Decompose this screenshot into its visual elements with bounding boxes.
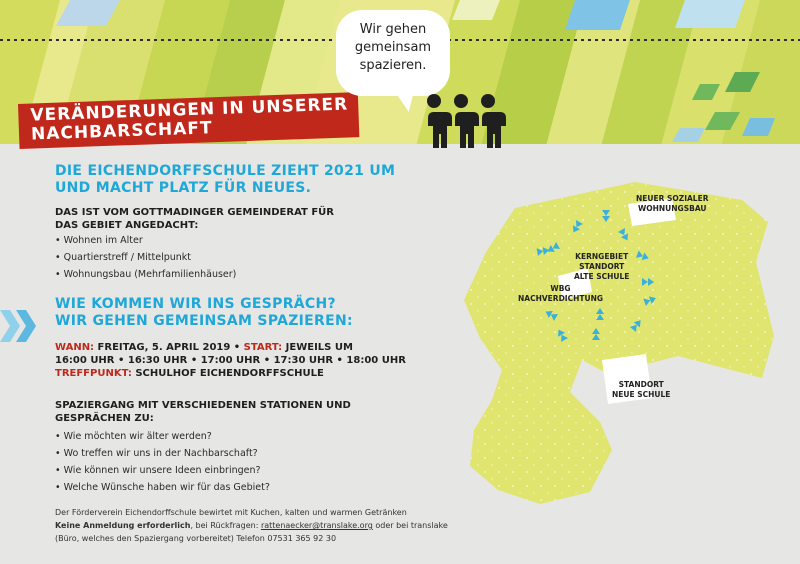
section2-heading-2: WIR GEHEN GEMEINSAM SPAZIEREN: — [55, 313, 353, 329]
section3-list — [55, 428, 270, 496]
bubble-line-2: gemeinsam — [354, 40, 432, 55]
chevron-arrow-icon — [0, 306, 40, 346]
list-item: • Wie möchten wir älter werden? — [55, 431, 212, 442]
event-details — [55, 341, 406, 380]
section1-heading-2: UND MACHT PLATZ FÜR NEUES. — [55, 180, 312, 196]
speech-bubble — [336, 10, 450, 96]
map-graphic — [440, 160, 790, 510]
wann-value: FREITAG, 5. APRIL 2019 • — [94, 342, 244, 353]
footer-contact-text: , bei Rückfragen: — [190, 521, 261, 530]
event-date-line — [55, 341, 406, 354]
map-label-social-housing: NEUER SOZIALER WOHNUNGSBAU — [636, 194, 709, 213]
bubble-line-3: spazieren. — [359, 58, 427, 73]
list-item: • Quartierstreff / Mittelpunkt — [55, 252, 192, 263]
footer-no-registration: Keine Anmeldung erforderlich — [55, 521, 191, 530]
wann-label: WANN: — [55, 342, 95, 353]
footer-line-2 — [55, 519, 448, 532]
bubble-line-1: Wir gehen — [359, 22, 427, 37]
map-label-wbg: WBG NACHVERDICHTUNG — [518, 284, 604, 303]
list-item: • Wohnungsbau (Mehrfamilienhäuser) — [55, 269, 237, 280]
event-times: 16:00 UHR • 16:30 UHR • 17:00 UHR • 17:30 UHR • 18:00 UHR — [55, 355, 406, 366]
section3-intro-line-2: GESPRÄCHEN ZU: — [55, 413, 154, 424]
footer-line-3: (Büro, welches den Spaziergang vorbereitet) Telefon 07531 365 92 30 — [55, 534, 337, 543]
people-group-icon — [416, 92, 506, 152]
contact-email-link[interactable]: rattenaecker@translake.org — [260, 521, 373, 530]
neighborhood-map — [440, 160, 790, 514]
section-move-announcement — [55, 163, 395, 197]
map-label-core-area: KERNGEBIET STANDORT ALTE SCHULE — [574, 252, 630, 281]
title-line-2: NACHBARSCHAFT — [30, 118, 213, 145]
footer — [55, 506, 448, 545]
treff-label: TREFFPUNKT: — [55, 368, 132, 379]
list-item: • Wohnen im Alter — [55, 235, 143, 246]
section1-intro — [55, 206, 334, 232]
section2-heading-1: WIE KOMMEN WIR INS GESPRÄCH? — [55, 296, 336, 312]
section1-intro-line-2: DAS GEBIET ANGEDACHT: — [55, 220, 199, 231]
footer-contact-end: oder bei translake — [372, 521, 448, 530]
start-label: START: — [243, 342, 283, 353]
footer-line-1: Der Förderverein Eichendorffschule bewirtet mit Kuchen, kalten und warmen Getränken — [55, 508, 407, 517]
list-item: • Wo treffen wir uns in der Nachbarschaft? — [55, 448, 258, 459]
section1-list — [55, 232, 236, 283]
section1-intro-line-1: DAS IST VOM GOTTMADINGER GEMEINDERAT FÜR — [55, 207, 334, 218]
section3-intro — [55, 399, 351, 425]
section1-heading-1: DIE EICHENDORFFSCHULE ZIEHT 2021 UM — [55, 163, 396, 179]
section-walk-heading — [55, 296, 353, 330]
start-value: JEWEILS UM — [282, 342, 353, 353]
treff-value: SCHULHOF EICHENDORFFSCHULE — [131, 368, 324, 379]
section3-intro-line-1: SPAZIERGANG MIT VERSCHIEDENEN STATIONEN UND — [55, 400, 351, 411]
map-label-new-school: STANDORT NEUE SCHULE — [612, 380, 671, 399]
speech-bubble-tail — [396, 91, 417, 114]
list-item: • Welche Wünsche haben wir für das Gebiet? — [55, 482, 270, 493]
event-meeting-point — [55, 367, 406, 380]
title-line-1: VERÄNDERUNGEN IN UNSERER — [30, 94, 349, 126]
list-item: • Wie können wir unsere Ideen einbringen? — [55, 465, 261, 476]
